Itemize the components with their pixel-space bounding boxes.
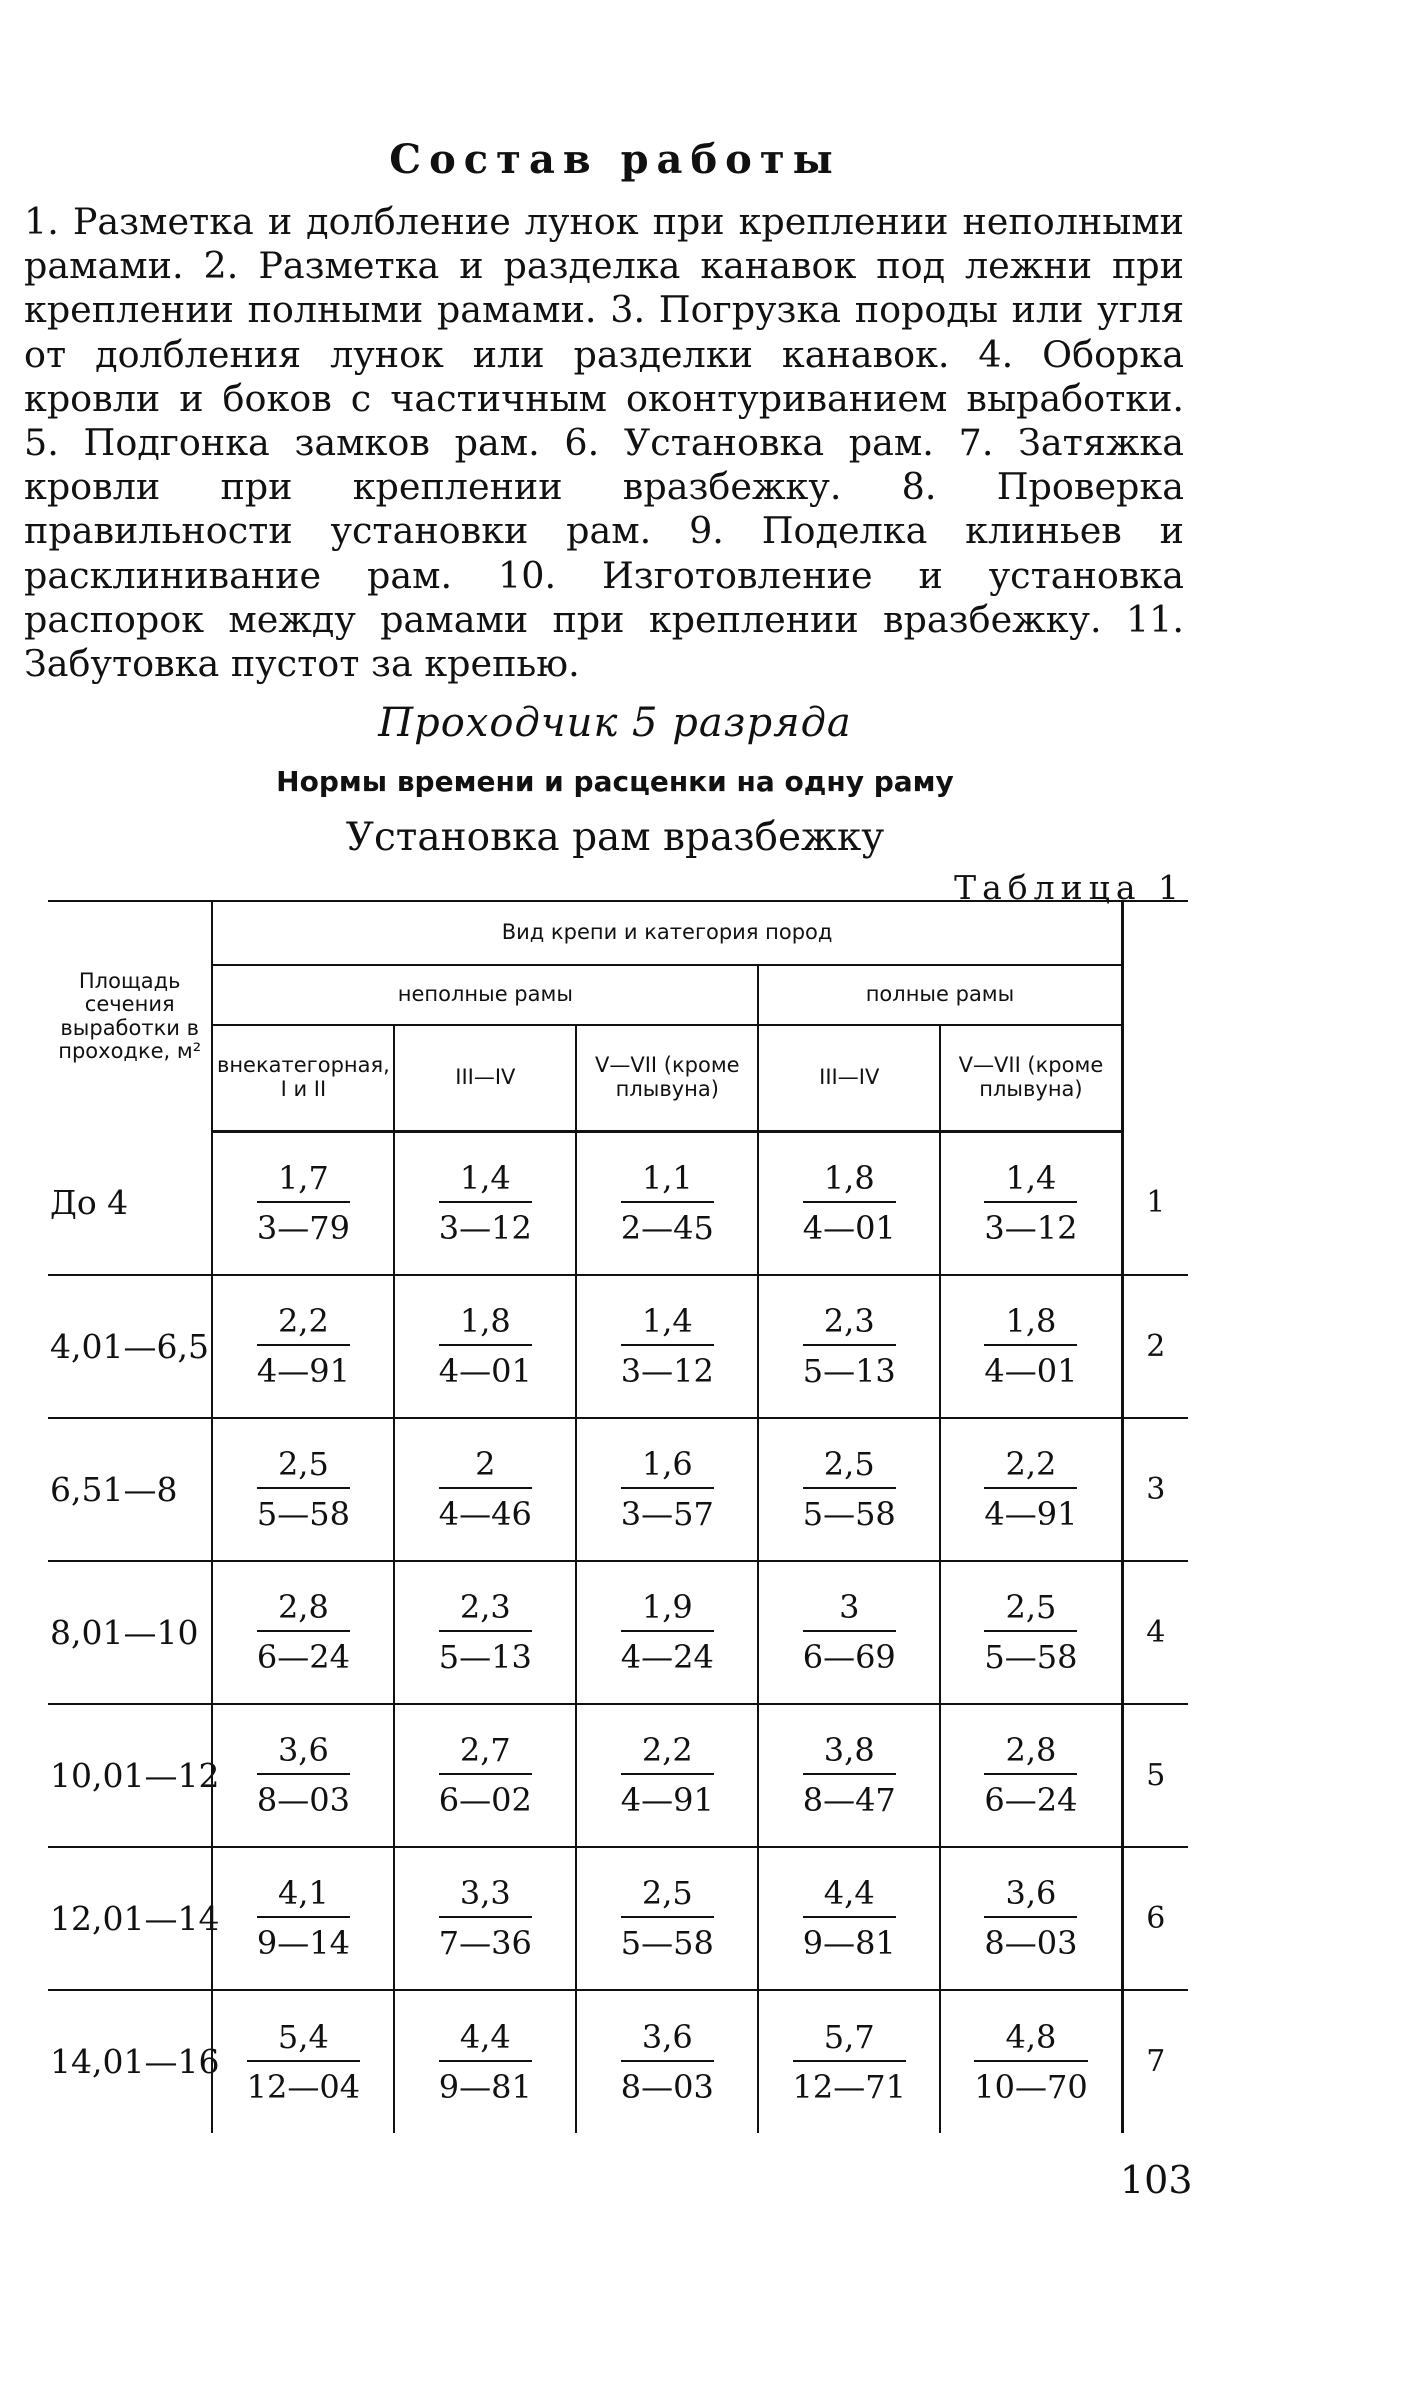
time-norm: 2,2 [257,1302,350,1346]
norm-cell [940,1561,1122,1704]
rate-value: 3—12 [620,1352,714,1390]
row-number: 5 [1122,1704,1188,1847]
area-cell: 10,01—12 [48,1704,212,1847]
norm-fraction [803,1588,896,1676]
time-norm: 4,4 [439,2018,532,2062]
norm-cell [394,1418,576,1561]
rate-value: 5—58 [802,1495,896,1533]
table-row [48,1704,1188,1847]
work-composition-paragraph: 1. Разметка и долбление лунок при креплении неполными рамами. 2. Разметка и разделка канавок под лежни при креплении полными рамами. 3. Погрузка породы или угля от долбления лунок или разделки канавок. 4. Оборка кровли и боков с частичным оконтуриванием выработки. 5. Подгонка замков рам. 6. Установка рам. 7. Затяжка кровли при креплении вразбежку. 8. Проверка правильности установки рам. 9. Поделка клиньев и расклинивание рам. 10. Изготовление и установка распорок между рамами при креплении вразбежку. 11. Забутовка пустот за крепью. [24,200,1184,686]
time-norm: 1,4 [984,1159,1077,1203]
rate-value: 12—71 [792,2067,906,2106]
time-norm: 2,5 [984,1588,1077,1632]
norm-fraction [621,1302,714,1390]
time-norm: 1,8 [803,1159,896,1203]
norm-cell [940,1132,1122,1275]
work-composition-text [24,200,1184,686]
norm-cell [212,1704,394,1847]
norm-fraction [257,1874,350,1962]
partial-frames-header: неполные рамы [212,965,758,1025]
rate-value: 3—12 [438,1209,532,1248]
time-norm: 1,7 [257,1159,350,1203]
rate-value: 6—24 [256,1638,350,1676]
time-norm: 3,8 [803,1731,896,1775]
norm-fraction [621,1588,714,1676]
norm-fraction [439,1588,532,1676]
time-norm: 4,8 [974,2018,1087,2062]
norm-cell [940,1275,1122,1418]
table-row [48,1561,1188,1704]
norm-fraction [984,1588,1077,1676]
time-norm: 1,8 [439,1302,532,1346]
time-norm: 3,3 [439,1874,532,1918]
norm-cell [576,1990,758,2133]
column-header: V—VII (кроме плывуна) [940,1025,1122,1132]
time-norm: 2 [439,1445,532,1489]
norm-cell [212,1990,394,2133]
area-cell: До 4 [48,1132,212,1275]
table-row [48,1418,1188,1561]
time-norm: 1,9 [621,1588,714,1632]
norm-fraction [621,2018,714,2106]
norm-cell [212,1418,394,1561]
table-row [48,1847,1188,1990]
time-norm: 1,4 [439,1159,532,1203]
rate-value: 5—58 [984,1638,1078,1676]
column-header: V—VII (кроме плывуна) [576,1025,758,1132]
norm-fraction [439,1302,532,1390]
norm-cell [394,1275,576,1418]
time-norm: 2,5 [803,1445,896,1489]
norm-cell [940,1704,1122,1847]
norm-cell [758,1704,940,1847]
area-cell: 8,01—10 [48,1561,212,1704]
norm-cell [576,1275,758,1418]
rate-value: 5—58 [256,1495,350,1533]
norm-cell [576,1847,758,1990]
norm-fraction [803,1731,896,1819]
table-subtitle: Установка рам вразбежку [345,815,885,860]
norm-fraction [621,1445,714,1533]
rate-value: 4—91 [984,1495,1078,1533]
area-cell: 4,01—6,5 [48,1275,212,1418]
norm-cell [212,1275,394,1418]
rate-value: 3—79 [256,1209,350,1248]
time-norm: 1,6 [621,1445,714,1489]
norm-fraction [803,1874,896,1962]
area-cell: 12,01—14 [48,1847,212,1990]
norm-cell [394,1132,576,1275]
norms-table [48,900,1188,2133]
rate-value: 5—58 [620,1924,714,1962]
norm-fraction [439,1731,532,1819]
table-row [48,1990,1188,2133]
rate-value: 4—46 [438,1495,532,1533]
norm-fraction [793,2018,906,2106]
norm-fraction [247,2018,360,2106]
time-norm: 2,5 [257,1445,350,1489]
rate-value: 12—04 [246,2067,361,2106]
norm-fraction [621,1874,714,1962]
norm-cell [576,1704,758,1847]
norm-cell [940,1990,1122,2133]
section-heading: Состав работы [389,136,841,183]
column-header: III—IV [758,1025,940,1132]
norm-fraction [439,1159,532,1247]
norm-fraction [974,2018,1087,2106]
time-norm: 2,7 [439,1731,532,1775]
time-norm: 3,6 [621,2018,714,2062]
table-label: Таблица 1 [954,868,1185,907]
time-norm: 1,4 [621,1302,714,1346]
row-number: 6 [1122,1847,1188,1990]
rate-value: 9—14 [256,1924,350,1962]
norm-fraction [439,2018,532,2106]
rate-value: 6—24 [984,1781,1078,1819]
norm-cell [576,1132,758,1275]
norm-fraction [257,1731,350,1819]
row-number: 2 [1122,1275,1188,1418]
time-norm: 2,5 [621,1874,714,1918]
norm-fraction [984,1874,1077,1962]
norm-fraction [439,1874,532,1962]
norm-fraction [257,1588,350,1676]
time-norm: 2,3 [803,1302,896,1346]
rate-value: 3—57 [620,1495,714,1533]
table-row [48,1275,1188,1418]
norm-cell [212,1132,394,1275]
norm-cell [394,1990,576,2133]
rate-value: 4—01 [438,1352,532,1390]
rate-value: 10—70 [974,2067,1088,2106]
norm-cell [576,1561,758,1704]
worker-grade-subtitle: Проходчик 5 разряда [378,700,852,746]
time-norm: 3 [803,1588,896,1632]
time-norm: 3,6 [257,1731,350,1775]
norm-cell [394,1847,576,1990]
row-number: 7 [1146,2044,1166,2079]
time-norm: 5,7 [793,2018,906,2062]
time-norm: 1,8 [984,1302,1077,1346]
norm-fraction [621,1731,714,1819]
norm-cell [758,1847,940,1990]
norm-cell [758,1990,940,2133]
column-header: внекатегорная, I и II [212,1025,394,1132]
rate-value: 4—91 [620,1781,714,1819]
time-norm: 5,4 [247,2018,360,2062]
time-norm: 3,6 [984,1874,1077,1918]
row-number-column-header [1122,901,1188,1132]
rate-value: 8—47 [802,1781,896,1819]
norm-cell [212,1561,394,1704]
time-norm: 2,2 [984,1445,1077,1489]
norm-fraction [984,1731,1077,1819]
norm-fraction [257,1445,350,1533]
norm-cell [576,1418,758,1561]
area-cell: 14,01—16 [48,1990,212,2133]
rate-value: 2—45 [620,1209,714,1248]
row-number: 3 [1122,1418,1188,1561]
area-column-header: Площадь сечения выработки в проходке, м² [48,901,212,1132]
norm-cell [758,1275,940,1418]
norm-fraction [984,1159,1077,1247]
norm-fraction [803,1302,896,1390]
rate-value: 4—24 [620,1638,714,1676]
rate-value: 6—69 [802,1638,896,1676]
rate-value: 9—81 [802,1924,896,1962]
time-norm: 1,1 [621,1159,714,1203]
rate-value: 8—03 [620,2067,714,2106]
norm-fraction [803,1159,896,1247]
rate-value: 8—03 [256,1781,350,1819]
table-row [48,1132,1188,1275]
rate-value: 4—91 [256,1352,350,1390]
norm-fraction [621,1159,714,1247]
rate-value: 4—01 [802,1209,896,1248]
time-norm: 4,1 [257,1874,350,1918]
norm-fraction [257,1302,350,1390]
time-norm: 2,8 [984,1731,1077,1775]
norm-cell [394,1704,576,1847]
rate-value: 6—02 [438,1781,532,1819]
rate-value: 5—13 [802,1352,896,1390]
norm-fraction [984,1302,1077,1390]
rate-value: 4—01 [984,1352,1078,1390]
table-title: Нормы времени и расценки на одну раму [276,765,954,798]
area-cell: 6,51—8 [48,1418,212,1561]
norm-fraction [984,1445,1077,1533]
time-norm: 4,4 [803,1874,896,1918]
norm-cell [758,1132,940,1275]
column-header: III—IV [394,1025,576,1132]
row-number: 4 [1122,1561,1188,1704]
norm-cell [394,1561,576,1704]
norm-cell [758,1561,940,1704]
norm-fraction [439,1445,532,1533]
page-number: 103 [1120,2158,1193,2202]
norm-cell [212,1847,394,1990]
norm-cell [940,1418,1122,1561]
support-type-group-header: Вид крепи и категория пород [212,901,1122,965]
full-frames-header: полные рамы [758,965,1122,1025]
rate-value: 9—81 [438,2067,532,2106]
rate-value: 8—03 [984,1924,1078,1962]
time-norm: 2,3 [439,1588,532,1632]
time-norm: 2,2 [621,1731,714,1775]
norm-fraction [803,1445,896,1533]
rate-value: 7—36 [438,1924,532,1962]
norm-cell [758,1418,940,1561]
norm-cell [940,1847,1122,1990]
rate-value: 3—12 [984,1209,1078,1248]
row-number: 1 [1122,1132,1188,1275]
norm-fraction [257,1159,350,1247]
norms-table-body [48,1132,1188,2133]
time-norm: 2,8 [257,1588,350,1632]
rate-value: 5—13 [438,1638,532,1676]
